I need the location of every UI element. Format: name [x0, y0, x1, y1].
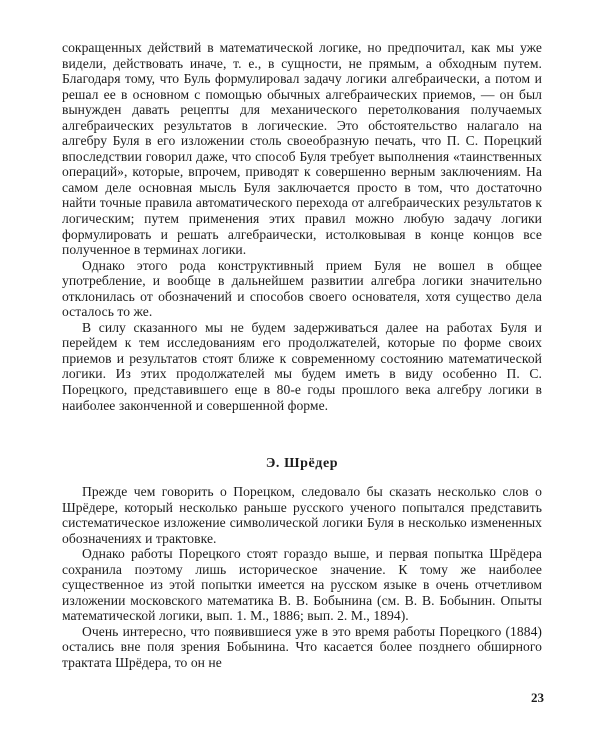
page-number: 23: [531, 690, 544, 705]
paragraph: сокращенных действий в математической логике, но предпочитал, как мы уже видели, действовать иначе, т. е., в сущности, не прямым, а обходным путем. Благодаря тому, что Буль формулировал задачу логики алгебраически, а потом и решал ее в основном с помощью обычных алгебраических приемов, — он был вынужден давать рецепты для механического перетолкования получаемых алгебраических результатов в логические. Это обстоятельство налагало на алгебру Буля в его изложении столь своеобразную печать, что П. С. Порецкий впоследствии говорил даже, что способ Буля требует выполнения «таинственных операций», которые, впрочем, приводят к совершенно верным заключениям. На самом деле основная мысль Буля заключается просто в том, что достаточно найти точные правила автоматического перехода от алгебраических результатов к логическим; путем применения этих правил можно любую задачу логики формулировать и решать алгебраически, истолковывая в конце концов все полученное в терминах логики.: [62, 40, 542, 258]
paragraph: Прежде чем говорить о Порецком, следовало бы сказать несколько слов о Шрёдере, который несколько раньше русского ученого попытался представить систематическое изложение символической логики Буля в несколько измененных обозначениях и трактовке.: [62, 484, 542, 546]
text-block-upper: [62, 40, 542, 413]
paragraph: Однако этого рода конструктивный прием Буля не вошел в общее употребление, и вообще в дальнейшем развитии алгебра логики значительно отклонилась от обозначений и способов своего основателя, хотя существо дела осталось то же.: [62, 257, 542, 320]
paragraph: В силу сказанного мы не будем задерживаться далее на работах Буля и перейдем к тем исследованиям его продолжателей, которые по форме своих приемов и результатов стоят ближе к современному состоянию математической логики. Из этих продолжателей мы будем иметь в виду особенно П. С. Порецкого, представившего еще в 80-е годы прошлого века алгебру логики в наиболее законченной и совершенной форме.: [62, 319, 542, 413]
text-block-lower: [62, 484, 542, 671]
paragraph: Однако работы Порецкого стоят гораздо выше, и первая попытка Шрёдера сохранила поэтому лишь историческое значение. К тому же наиболее существенное из этой попытки имеется на русском языке в очень отчетливом изложении московского математика В. В. Бобынина (см. В. В. Бобынин. Опыты математической логики, вып. 1. М., 1886; вып. 2. М., 1894).: [62, 546, 542, 624]
section-heading: Э. Шрёдер: [265, 456, 339, 471]
paragraph: Очень интересно, что появившиеся уже в это время работы Порецкого (1884) остались вне поля зрения Бобынина. Что касается более позднего обширного трактата Шрёдера, то он не: [62, 623, 542, 671]
